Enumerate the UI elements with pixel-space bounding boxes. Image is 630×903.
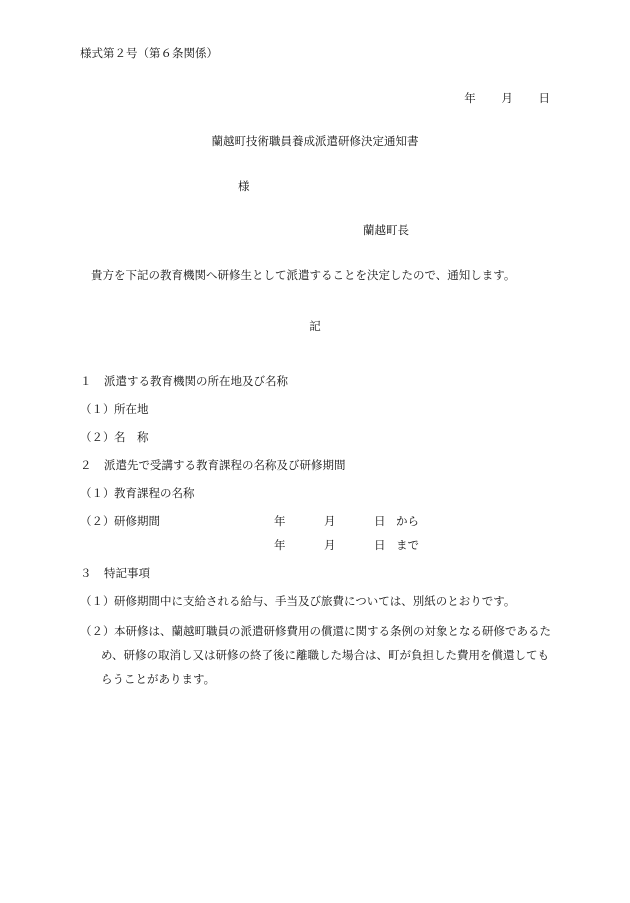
item-text: 研修期間中に支給される給与、手当及び旅費については、別紙のとおりです。 bbox=[114, 594, 516, 608]
section-3-item-allowance bbox=[80, 596, 515, 608]
issuer-name: 蘭越町長 bbox=[363, 223, 409, 237]
item-number: （２） bbox=[80, 430, 115, 444]
period-day: 日 bbox=[374, 514, 386, 528]
section-title: 派遣する教育機関の所在地及び名称 bbox=[104, 374, 288, 388]
section-1-item-name bbox=[80, 432, 149, 444]
item-number: （１） bbox=[80, 486, 115, 500]
section-1-heading bbox=[80, 376, 288, 388]
date-month: 月 bbox=[501, 91, 513, 105]
period-year: 年 bbox=[274, 538, 286, 552]
section-2-heading bbox=[80, 460, 346, 472]
ki-heading: 記 bbox=[309, 319, 321, 333]
section-1-item-location bbox=[80, 404, 149, 416]
period-month: 月 bbox=[324, 538, 336, 552]
section-title: 特記事項 bbox=[104, 566, 150, 580]
date-line bbox=[442, 93, 550, 105]
item-number: （１） bbox=[80, 402, 115, 416]
item-label: 教育課程の名称 bbox=[114, 486, 195, 500]
notice-body: 貴方を下記の教育機関へ研修生として派遣することを決定したので、通知します。 bbox=[91, 268, 516, 282]
period-month: 月 bbox=[324, 514, 336, 528]
item-number: （２） bbox=[80, 624, 115, 638]
period-from: から bbox=[396, 514, 419, 528]
section-title: 派遣先で受講する教育課程の名称及び研修期間 bbox=[104, 458, 346, 472]
item-label: 名 称 bbox=[114, 430, 149, 444]
item-text-line1: 本研修は、蘭越町職員の派遣研修費用の償還に関する条例の対象となる研修であるた bbox=[114, 624, 551, 638]
section-number: ２ bbox=[80, 458, 92, 472]
section-2-item-period bbox=[80, 516, 160, 528]
section-3-item-repayment bbox=[80, 619, 560, 691]
section-number: １ bbox=[80, 374, 92, 388]
recipient-suffix: 様 bbox=[238, 179, 250, 193]
section-3-heading bbox=[80, 568, 150, 580]
section-number: ３ bbox=[80, 566, 92, 580]
document-title: 蘭越町技術職員養成派遣研修決定通知書 bbox=[211, 134, 419, 148]
item-number: （１） bbox=[80, 594, 115, 608]
date-day: 日 bbox=[538, 91, 550, 105]
date-year: 年 bbox=[464, 91, 476, 105]
period-to: まで bbox=[396, 538, 419, 552]
item-label: 研修期間 bbox=[114, 514, 160, 528]
item-label: 所在地 bbox=[114, 402, 149, 416]
period-day: 日 bbox=[374, 538, 386, 552]
section-2-item-course bbox=[80, 488, 195, 500]
item-text-continued: め、研修の取消し又は研修の終了後に離職した場合は、町が負担した費用を償還してもらうことがあります。 bbox=[101, 648, 550, 686]
item-number: （２） bbox=[80, 514, 115, 528]
period-year: 年 bbox=[274, 514, 286, 528]
form-number: 様式第２号（第６条関係） bbox=[80, 46, 218, 60]
